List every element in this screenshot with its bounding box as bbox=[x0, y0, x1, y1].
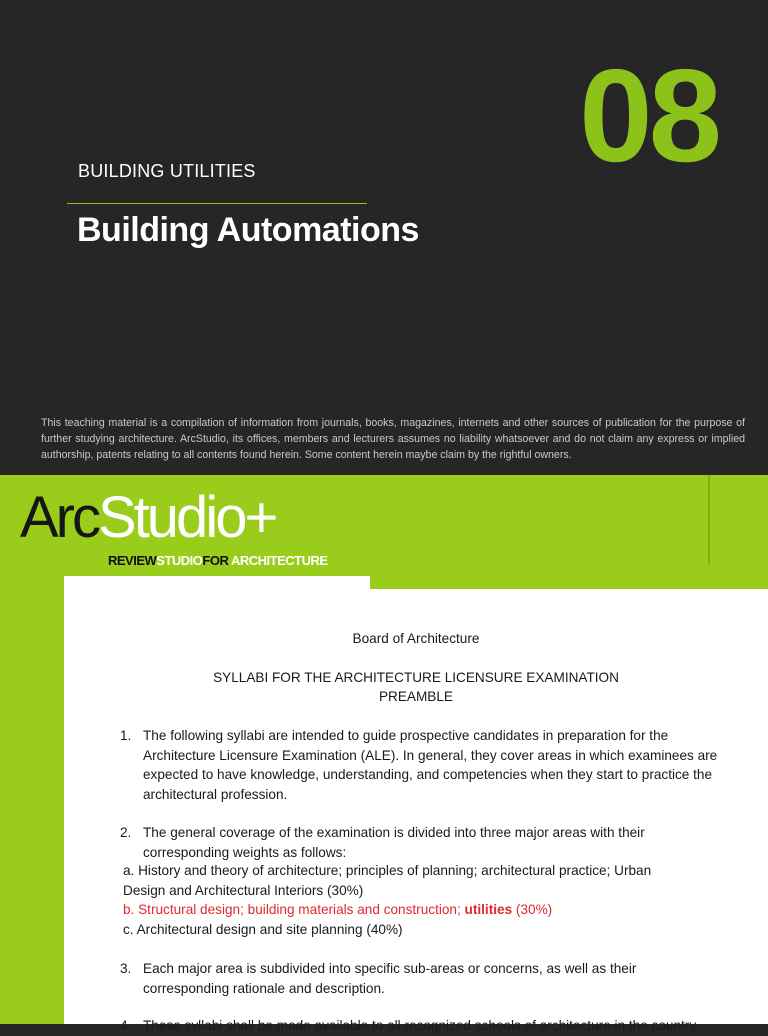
list-text: Each major area is subdivided into specific sub-areas or concerns, as well as their corresponding rationale and description. bbox=[143, 961, 637, 996]
doc-preamble: PREAMBLE bbox=[378, 689, 454, 704]
sub-item-b-tail: (30%) bbox=[512, 902, 553, 917]
list-text: These syllabi shall be made available to all recognized schools of architecture in the country bbox=[143, 1018, 697, 1033]
page-title: Building Automations bbox=[77, 211, 419, 249]
tagline-architecture: ARCHITECTURE bbox=[231, 553, 328, 568]
list-item bbox=[120, 1016, 720, 1036]
chapter-number: 08 bbox=[579, 42, 718, 189]
logo-arc: Arc bbox=[20, 485, 98, 550]
title-divider bbox=[67, 203, 367, 204]
list-text: The general coverage of the examination is divided into three major areas with their corresponding weights as follows: bbox=[143, 825, 645, 860]
logo-tagline bbox=[108, 553, 328, 568]
tagline-review: REVIEW bbox=[108, 553, 157, 568]
subject-label: BUILDING UTILITIES bbox=[78, 161, 256, 181]
logo-studio: Studio bbox=[98, 485, 245, 550]
tagline-studio: STUDIO bbox=[156, 553, 203, 568]
list-number: 2. bbox=[120, 825, 132, 840]
document-page bbox=[64, 576, 768, 1033]
sub-item-b-utilities: utilities bbox=[464, 902, 513, 917]
sub-item-c: c. Architectural design and site planning (40%) bbox=[123, 922, 403, 937]
list-text: The following syllabi are intended to guide prospective candidates in preparation for the Architecture Licensure Examination (ALE). In general, they cover areas in which examinees are expected to have knowledge, understanding, and competencies when they start to practice the architectural profession. bbox=[143, 728, 718, 802]
doc-syllabi-title: SYLLABI FOR THE ARCHITECTURE LICENSURE EXAMINATION bbox=[213, 670, 619, 685]
arcstudio-logo bbox=[20, 483, 275, 553]
disclaimer-text: This teaching material is a compilation of information from journals, books, magazines, internets and other sources of publication for the purpose of further studying architecture. ArcStudio, its offices, members and lecturers assumes no liability whatsoever and do not claim any express or implied authorship, patents relating to all contents found herein. Some content herein maybe claim by the rightful owners. bbox=[41, 417, 745, 461]
list-number: 1. bbox=[120, 728, 132, 743]
paper-accent-bar bbox=[370, 576, 768, 589]
left-accent-strip bbox=[0, 576, 64, 1024]
sub-item-b bbox=[123, 900, 683, 920]
tagline-for: FOR bbox=[202, 553, 231, 568]
logo-plus: + bbox=[244, 485, 276, 550]
cover-header bbox=[0, 0, 768, 475]
list-number: 3. bbox=[120, 961, 132, 976]
list-item bbox=[120, 959, 720, 998]
doc-board-heading: Board of Architecture bbox=[352, 631, 480, 646]
list-item bbox=[120, 726, 720, 804]
sub-item-a: a. History and theory of architecture; principles of planning; architectural practice; Urban Design and Architectural Interiors (30%) bbox=[123, 863, 652, 898]
list-number: 4. bbox=[120, 1018, 132, 1033]
brand-divider bbox=[708, 475, 710, 565]
sub-item-b-lead: b. Structural design; building materials and construction; bbox=[123, 902, 465, 917]
list-item bbox=[120, 823, 720, 862]
